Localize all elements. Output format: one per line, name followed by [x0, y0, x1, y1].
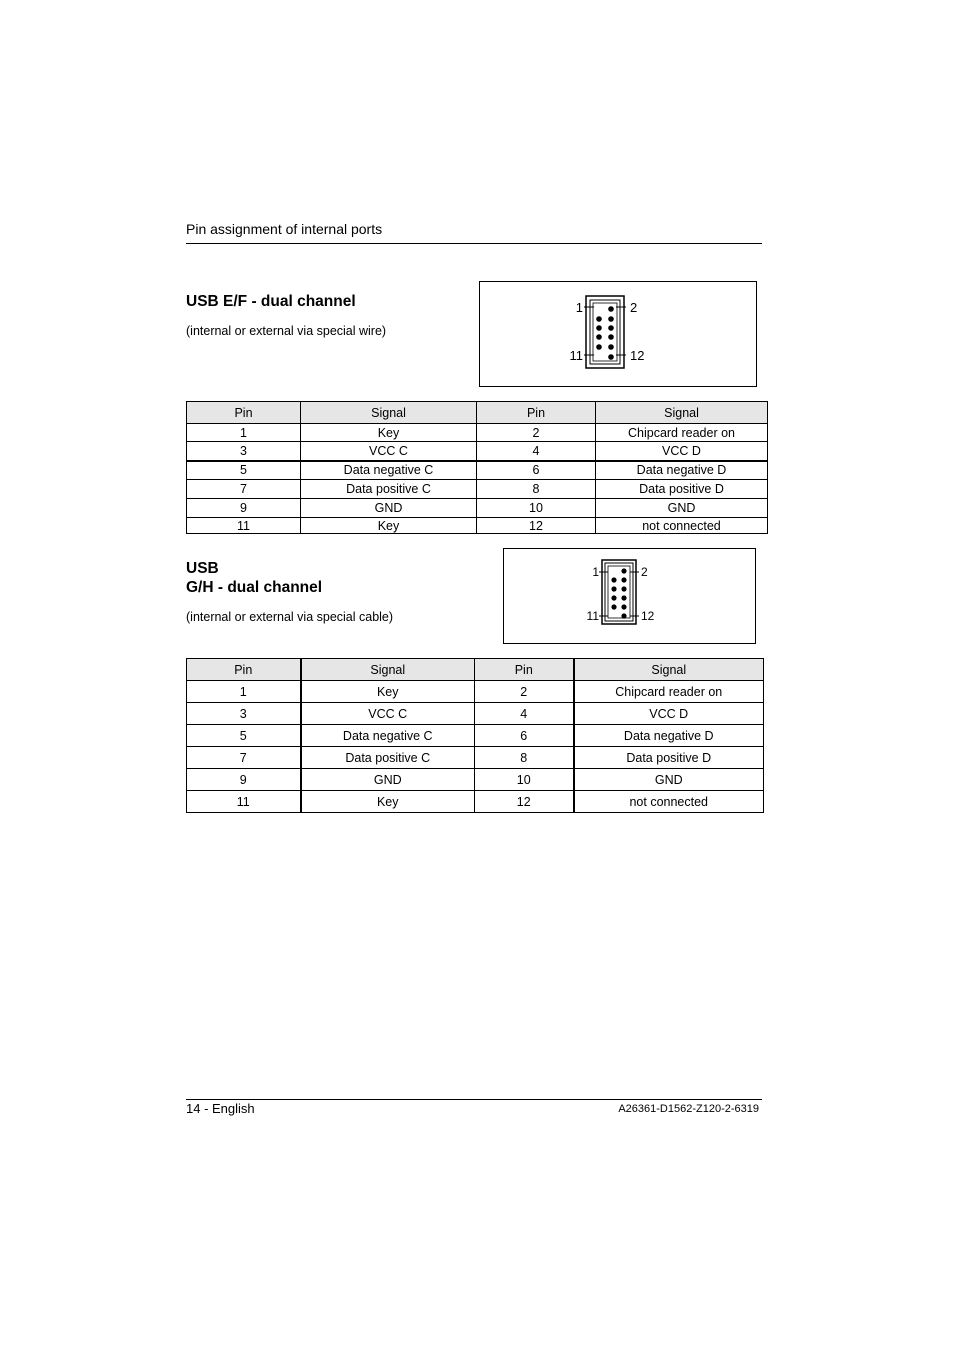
table-cell: Data negative C [301, 725, 475, 747]
section-note-usb-ef: (internal or external via special wire) [186, 324, 387, 338]
column-header: Signal [301, 659, 475, 681]
header-rule [186, 243, 762, 244]
pin-dot-7 [596, 334, 602, 340]
section-title-usb-gh [186, 559, 322, 597]
table-cell: Chipcard reader on [574, 681, 764, 703]
table-cell: GND [301, 499, 477, 518]
table-cell: Chipcard reader on [596, 424, 768, 442]
table-row [187, 703, 764, 725]
table-cell: 7 [187, 747, 301, 769]
column-header: Pin [187, 402, 301, 424]
table-cell: GND [301, 769, 475, 791]
pin-label-12: 12 [630, 348, 645, 363]
table-cell: Data negative D [574, 725, 764, 747]
table-cell: 4 [475, 703, 574, 725]
table-cell: VCC C [301, 703, 475, 725]
pin-dot-9 [611, 604, 616, 609]
table-cell: 8 [475, 747, 574, 769]
table-cell: Data negative C [301, 461, 477, 480]
table-header-row [187, 659, 764, 681]
column-header: Signal [596, 402, 768, 424]
table-header-row [187, 402, 768, 424]
table-cell: 2 [475, 681, 574, 703]
table-cell: 10 [475, 769, 574, 791]
connector-housing-inner [590, 300, 620, 364]
connector-svg-usb-gh [504, 549, 755, 643]
pin-dot-3 [611, 577, 616, 582]
column-header: Pin [477, 402, 596, 424]
connector-housing-core [593, 303, 617, 361]
table-row [187, 461, 768, 480]
table-row [187, 442, 768, 461]
connector-housing-core [608, 566, 630, 618]
table-cell: 10 [477, 499, 596, 518]
table-cell: 12 [477, 518, 596, 534]
pin-label-11: 11 [569, 348, 583, 363]
pin-dot-8 [608, 334, 614, 340]
section-title-line2: G/H - dual channel [186, 579, 323, 596]
page-header-title: Pin assignment of internal ports [186, 221, 383, 237]
pin-dot-8 [621, 595, 626, 600]
table-cell: 5 [187, 725, 301, 747]
table-row [187, 681, 764, 703]
table-cell: 8 [477, 480, 596, 499]
table-cell: GND [596, 499, 768, 518]
table-cell: 3 [187, 442, 301, 461]
table-cell: Data positive C [301, 480, 477, 499]
connector-pins [611, 568, 626, 618]
pin-label-2: 2 [630, 300, 638, 315]
pin-dot-4 [621, 577, 626, 582]
table-cell: 12 [475, 791, 574, 813]
connector-diagram-usb-gh [503, 548, 756, 644]
pin-dot-2 [621, 568, 626, 573]
table-cell: 6 [477, 461, 596, 480]
table-cell: 11 [187, 791, 301, 813]
connector-diagram-usb-ef [479, 281, 757, 387]
pin-dot-6 [608, 325, 614, 331]
table-cell: Key [301, 424, 477, 442]
pin-label-11: 11 [586, 609, 599, 623]
pin-dot-6 [621, 586, 626, 591]
table-cell: 5 [187, 461, 301, 480]
table-cell: 9 [187, 499, 301, 518]
pin-dot-7 [611, 595, 616, 600]
table-row [187, 480, 768, 499]
footer-rule [186, 1099, 762, 1100]
pin-label-1: 1 [592, 565, 599, 579]
column-header: Pin [475, 659, 574, 681]
section-title-usb-ef: USB E/F - dual channel [186, 293, 356, 310]
pin-dot-2 [608, 306, 614, 312]
connector-svg-usb-ef [480, 282, 756, 386]
table-cell: Data positive D [596, 480, 768, 499]
connector-housing-outer [602, 560, 636, 624]
table-row [187, 747, 764, 769]
column-header: Signal [574, 659, 764, 681]
table-cell: VCC D [596, 442, 768, 461]
section-note-usb-gh: (internal or external via special cable) [186, 610, 394, 624]
table-cell: VCC D [574, 703, 764, 725]
table-cell: 1 [187, 681, 301, 703]
table-cell: VCC C [301, 442, 477, 461]
pin-dot-12 [608, 354, 614, 360]
pin-label-12: 12 [641, 609, 655, 623]
table-cell: not connected [574, 791, 764, 813]
table-row [187, 725, 764, 747]
table-cell: 2 [477, 424, 596, 442]
table-cell: Key [301, 518, 477, 534]
connector-pins [596, 306, 614, 360]
table-row [187, 424, 768, 442]
pin-dot-10 [608, 344, 614, 350]
table-cell: Data positive C [301, 747, 475, 769]
pin-dot-5 [611, 586, 616, 591]
table-cell: Data negative D [596, 461, 768, 480]
pin-label-1: 1 [575, 300, 583, 315]
table-cell: not connected [596, 518, 768, 534]
pin-table-usb-ef [186, 401, 768, 534]
pin-label-2: 2 [641, 565, 648, 579]
pin-dot-4 [608, 316, 614, 322]
pin-dot-10 [621, 604, 626, 609]
table-cell: 1 [187, 424, 301, 442]
pin-dot-12 [621, 613, 626, 618]
pin-dot-5 [596, 325, 602, 331]
table-cell: 9 [187, 769, 301, 791]
table-cell: 3 [187, 703, 301, 725]
column-header: Pin [187, 659, 301, 681]
table-row [187, 499, 768, 518]
column-header: Signal [301, 402, 477, 424]
footer-page-number: 14 - English [186, 1101, 255, 1116]
pin-dot-9 [596, 344, 602, 350]
pin-dot-3 [596, 316, 602, 322]
table-row [187, 769, 764, 791]
footer-doc-id: A26361-D1562-Z120-2-6319 [618, 1103, 759, 1115]
connector-housing-inner [605, 563, 633, 621]
pin-table-usb-gh [186, 658, 764, 813]
table-row [187, 791, 764, 813]
table-cell: Data positive D [574, 747, 764, 769]
table-cell: 11 [187, 518, 301, 534]
table-row [187, 518, 768, 534]
table-cell: 7 [187, 480, 301, 499]
table-cell: GND [574, 769, 764, 791]
table-cell: Key [301, 791, 475, 813]
table-cell: 6 [475, 725, 574, 747]
section-title-line1: USB [186, 560, 219, 577]
table-cell: Key [301, 681, 475, 703]
table-cell: 4 [477, 442, 596, 461]
